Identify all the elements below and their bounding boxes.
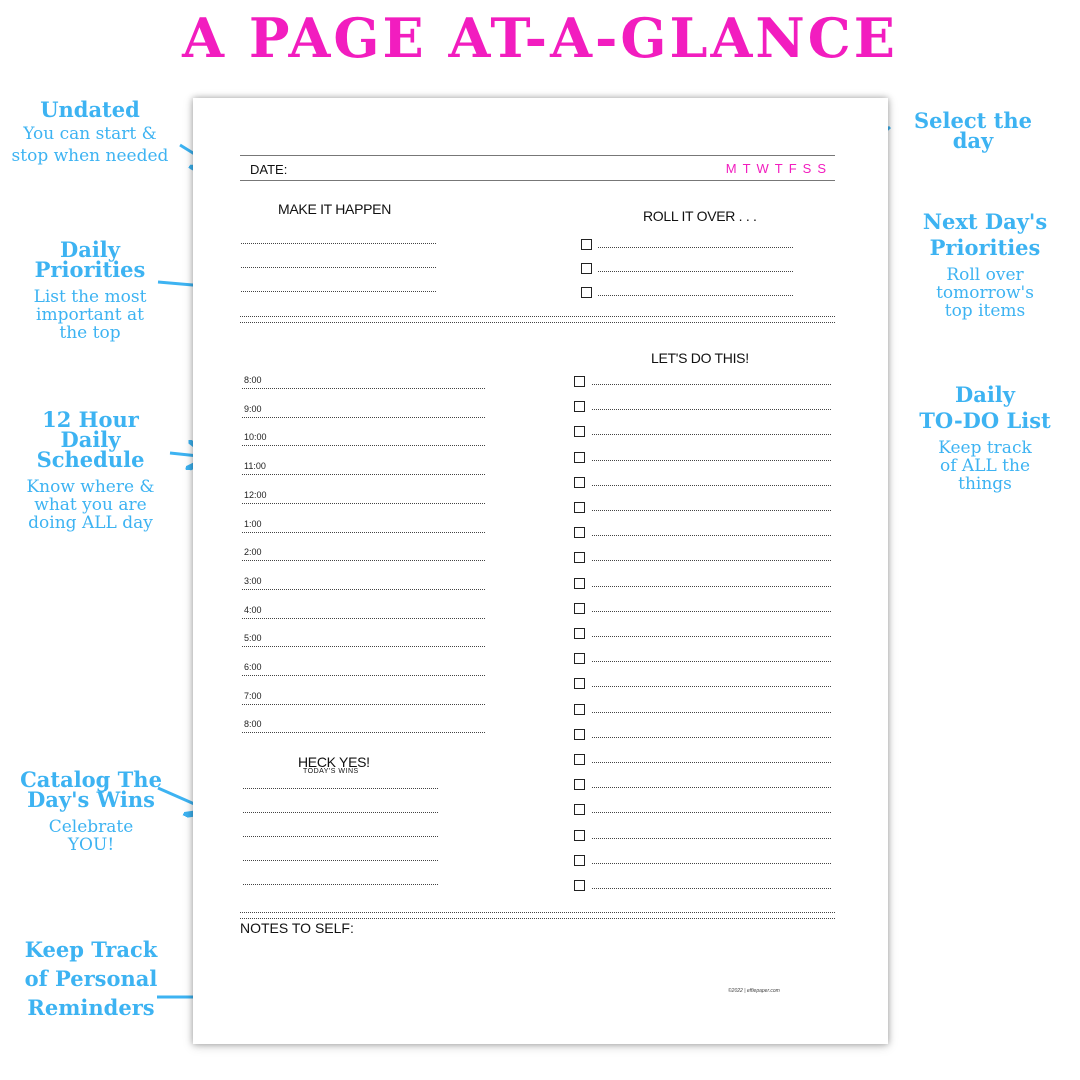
dotted-line (592, 510, 831, 511)
dotted-line (598, 247, 793, 248)
annotation-text: of ALL the (939, 456, 1031, 476)
annotation-text: top items (944, 301, 1026, 321)
section-lets-do-this: LET'S DO THIS! (651, 350, 749, 366)
dotted-line (592, 661, 831, 662)
annotation-heading: Priorities (34, 257, 146, 282)
time-slot-label: 8:00 (244, 719, 262, 730)
checkbox-icon (581, 263, 592, 274)
annotation-heading: of Personal (24, 966, 158, 991)
annotation-heading: Day's Wins (27, 787, 155, 812)
annotation-text: things (958, 474, 1012, 494)
time-slot-label: 5:00 (244, 633, 262, 644)
annotation-heading: Daily Schedule (36, 427, 145, 472)
section-make-it-happen: MAKE IT HAPPEN (278, 201, 392, 217)
checkbox-icon (574, 804, 585, 815)
checkbox-icon (574, 653, 585, 664)
time-slot-label: 2:00 (244, 547, 262, 558)
time-slot-label: 6:00 (244, 662, 262, 672)
dotted-line (592, 560, 831, 561)
annotation-heading: TO-DO List (919, 408, 1051, 433)
dotted-line (243, 836, 438, 837)
annotation-heading: Daily (955, 382, 1015, 407)
annotation-text: List the most (33, 287, 147, 307)
annotation-heading: Daily (60, 237, 120, 262)
dotted-line (242, 646, 485, 647)
checkbox-icon (574, 678, 585, 689)
checkbox-icon (574, 779, 585, 790)
dotted-line (242, 417, 485, 418)
planner-page (193, 98, 888, 1044)
copyright: ©2022 | effiepaper.com (728, 988, 780, 994)
annotation-text: stop when needed (11, 146, 169, 166)
annotation-text: tomorrow's (936, 283, 1034, 303)
divider (240, 316, 835, 323)
checkbox-icon (581, 287, 592, 298)
dotted-line (592, 535, 831, 536)
dotted-line (242, 532, 485, 533)
dotted-line (241, 243, 436, 244)
page-title: A PAGE AT-A-GLANCE (182, 6, 898, 70)
checkbox-icon (574, 880, 585, 891)
dotted-line (592, 787, 831, 788)
annotation-heading: Select the day (914, 108, 1032, 153)
dotted-line (242, 560, 485, 561)
annotation-heading: Priorities (929, 235, 1041, 260)
time-slot-label: 9:00 (244, 403, 262, 414)
dotted-line (243, 812, 438, 813)
time-slot-label: 11:00 (244, 461, 266, 472)
annotation-text: Know where & (26, 477, 155, 497)
dotted-line (592, 586, 831, 587)
annotation-heading: 12 Hour (42, 407, 139, 432)
checkbox-icon (574, 477, 585, 488)
dotted-line (241, 291, 436, 292)
time-slot-label: 10:00 (244, 432, 267, 443)
annotation-text: Roll over (946, 265, 1024, 285)
checkbox-icon (574, 855, 585, 866)
dotted-line (242, 589, 485, 590)
section-heck-yes: HECK YES! (298, 754, 370, 770)
dotted-line (592, 434, 831, 435)
dotted-line (592, 384, 831, 385)
checkbox-icon (574, 552, 585, 563)
annotation-heading: Reminders (27, 995, 155, 1020)
checkbox-icon (574, 401, 585, 412)
dotted-line (592, 686, 831, 687)
dotted-line (243, 788, 438, 789)
dotted-line (592, 888, 831, 889)
time-slot-label: 12:00 (244, 489, 267, 500)
dotted-line (592, 712, 831, 713)
divider (240, 155, 835, 156)
dotted-line (243, 884, 438, 885)
dotted-line (242, 732, 485, 733)
dotted-line (592, 762, 831, 763)
checkbox-icon (574, 704, 585, 715)
time-slot-label: 1:00 (244, 518, 262, 529)
annotation-text: Celebrate (48, 817, 134, 837)
dotted-line (598, 271, 793, 272)
dotted-line (242, 503, 485, 504)
checkbox-icon (574, 452, 585, 463)
section-todays-wins: TODAY'S WINS (303, 768, 359, 775)
checkbox-icon (574, 376, 585, 387)
notes-label: NOTES TO SELF: (240, 920, 354, 936)
annotation-text: Keep track (938, 438, 1032, 458)
annotation-heading: Catalog The (20, 767, 162, 792)
dotted-line (592, 611, 831, 612)
dotted-line (592, 737, 831, 738)
annotation-text: doing ALL day (28, 513, 153, 533)
checkbox-icon (574, 578, 585, 589)
dotted-line (592, 636, 831, 637)
checkbox-icon (574, 426, 585, 437)
divider (240, 180, 835, 181)
dotted-line (242, 675, 485, 676)
section-roll-it-over: ROLL IT OVER . . . (643, 208, 757, 224)
dotted-line (592, 460, 831, 461)
dotted-line (592, 485, 831, 486)
dotted-line (592, 812, 831, 813)
time-slot-label: 4:00 (244, 604, 262, 615)
annotation-heading: Next Day's (922, 209, 1048, 234)
dotted-line (592, 838, 831, 839)
dotted-line (241, 267, 436, 268)
checkbox-icon (574, 628, 585, 639)
dotted-line (592, 409, 831, 410)
checkbox-icon (574, 830, 585, 841)
time-slot-label: 7:00 (244, 690, 262, 701)
dotted-line (598, 295, 793, 296)
date-label: DATE: (250, 162, 288, 177)
annotation-text: the top (59, 323, 121, 343)
dotted-line (592, 863, 831, 864)
checkbox-icon (574, 754, 585, 765)
annotation-heading: Undated (40, 97, 140, 122)
annotation-text: what you are (34, 495, 147, 515)
annotation-text: YOU! (67, 835, 115, 855)
dotted-line (242, 388, 485, 389)
annotation-text: important at (36, 305, 144, 325)
dotted-line (242, 704, 485, 705)
annotation-text: You can start & (23, 124, 157, 144)
checkbox-icon (574, 502, 585, 513)
checkbox-icon (574, 527, 585, 538)
annotation-heading: Keep Track (24, 937, 158, 962)
dotted-line (242, 445, 485, 446)
checkbox-icon (574, 603, 585, 614)
divider (240, 912, 835, 919)
checkbox-icon (574, 729, 585, 740)
time-slot-label: 3:00 (244, 575, 262, 586)
day-selector: MTWTFSS (725, 161, 832, 176)
time-slot-label: 8:00 (244, 375, 262, 385)
checkbox-icon (581, 239, 592, 250)
dotted-line (242, 474, 485, 475)
dotted-line (243, 860, 438, 861)
dotted-line (242, 618, 485, 619)
